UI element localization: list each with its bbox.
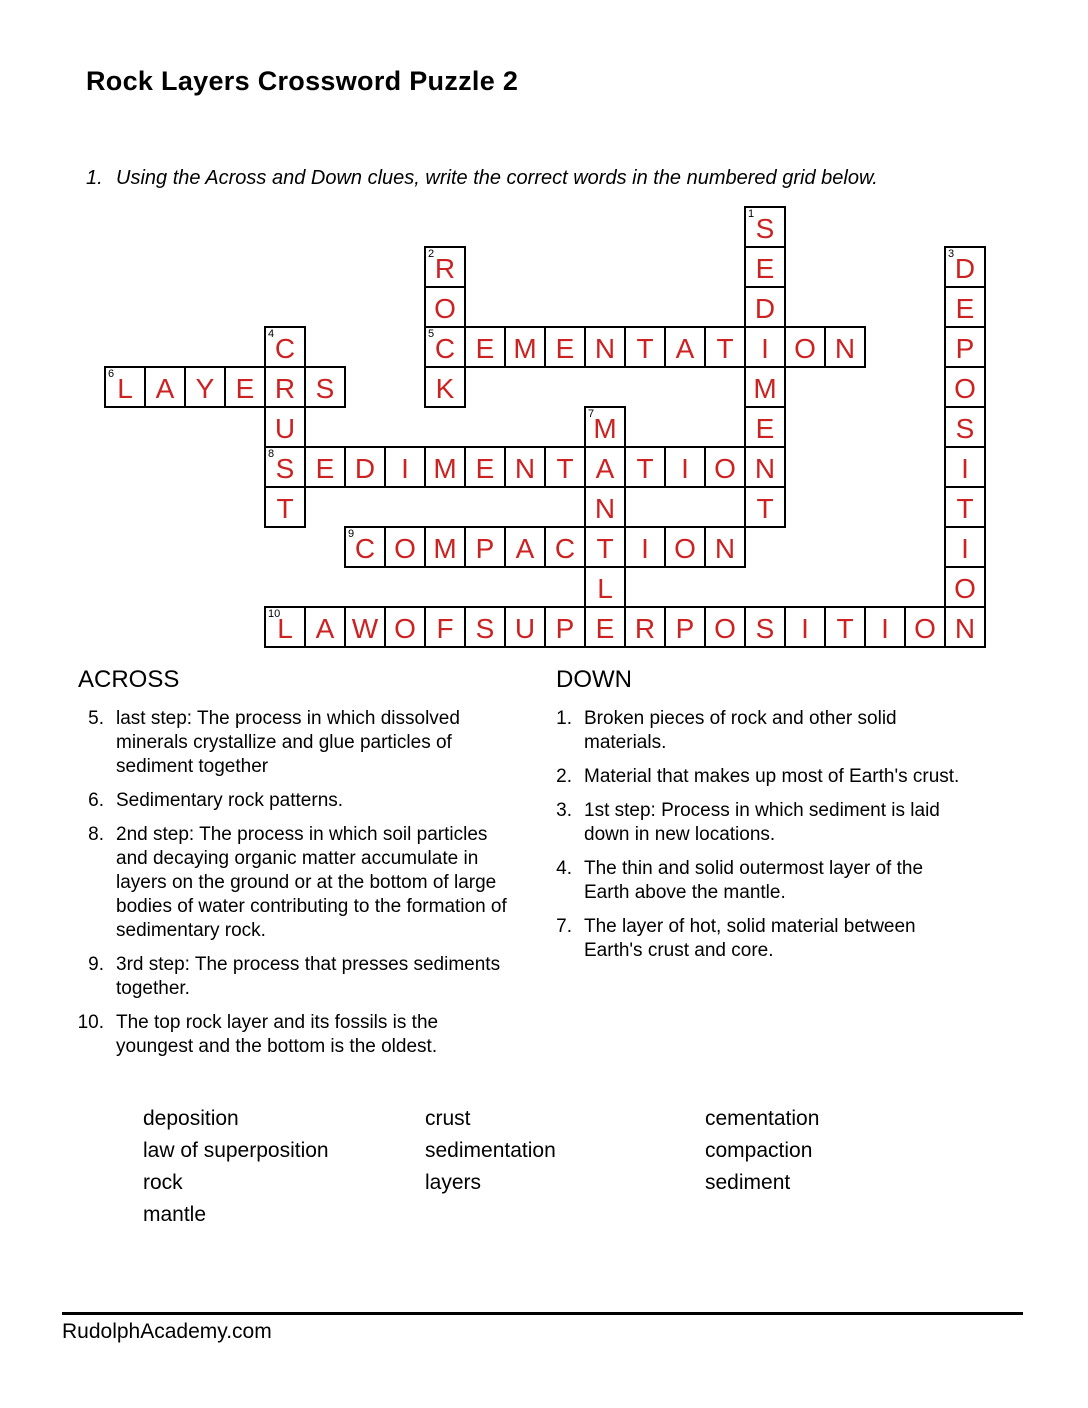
answer-letter: T: [756, 493, 774, 524]
answer-letter: A: [155, 373, 175, 404]
answer-letter: S: [755, 613, 775, 644]
answer-letter: T: [636, 453, 654, 484]
grid-cell: [624, 606, 666, 648]
grid-cell: [344, 606, 386, 648]
answer-letter: I: [401, 453, 409, 484]
grid-cell: [584, 526, 626, 568]
grid-cell: [504, 326, 546, 368]
answer-letter: N: [514, 453, 536, 484]
clue-number: 2.: [556, 766, 572, 787]
grid-cell: [424, 366, 466, 408]
grid-cell: [584, 606, 626, 648]
answer-letter: N: [594, 493, 616, 524]
grid-cell: [944, 566, 986, 608]
grid-cell: [744, 606, 786, 648]
word-bank-item: crust: [425, 1107, 471, 1130]
answer-letter: E: [235, 373, 255, 404]
down-section: [532, 666, 1012, 973]
answer-letter: S: [275, 453, 295, 484]
grid-cell: [664, 606, 706, 648]
grid-cell: [504, 526, 546, 568]
grid-cell: [264, 606, 306, 648]
grid-cell: [704, 326, 746, 368]
grid-cell: [384, 606, 426, 648]
across-clue: [64, 953, 516, 1001]
answer-letter: P: [955, 333, 975, 364]
grid-cell: [744, 406, 786, 448]
answer-letter: P: [555, 613, 575, 644]
clue-number: 1.: [556, 708, 572, 729]
grid-cell: [544, 606, 586, 648]
cell-clue-number: 6: [108, 368, 115, 380]
grid-cell: [464, 606, 506, 648]
cell-clue-number: 5: [428, 328, 435, 340]
clue-number: 3.: [556, 800, 572, 821]
answer-letter: T: [956, 493, 974, 524]
clue-text: Broken pieces of rock and other solid materials.: [584, 708, 897, 753]
clue-text: 1st step: Process in which sediment is laid down in new locations.: [584, 800, 940, 845]
across-clue: [64, 707, 516, 779]
answer-letter: L: [117, 373, 133, 404]
answer-letter: M: [433, 533, 457, 564]
grid-cell: [224, 366, 266, 408]
word-bank-item: sediment: [705, 1171, 791, 1194]
word-bank-item: sedimentation: [425, 1139, 556, 1162]
cell-clue-number: 10: [268, 608, 281, 620]
clue-number: 5.: [88, 708, 104, 729]
grid-cell: [744, 366, 786, 408]
answer-letter: T: [716, 333, 734, 364]
down-clues-list: [532, 707, 1012, 963]
answer-letter: D: [954, 253, 976, 284]
grid-cell: [464, 326, 506, 368]
answer-letter: O: [954, 373, 976, 404]
grid-cell: [544, 526, 586, 568]
answer-letter: A: [515, 533, 535, 564]
clue-number: 4.: [556, 858, 572, 879]
grid-cell: [864, 606, 906, 648]
clue-text: Sedimentary rock patterns.: [116, 790, 344, 811]
grid-cell: [344, 526, 386, 568]
answer-letter: O: [394, 533, 416, 564]
grid-cell: [944, 526, 986, 568]
down-heading: DOWN: [556, 666, 632, 693]
clue-number: 6.: [88, 790, 104, 811]
word-bank-item: deposition: [143, 1107, 239, 1130]
grid-cell: [504, 446, 546, 488]
crossword-grid: [104, 206, 986, 648]
word-bank-column: [705, 1103, 819, 1199]
answer-letter: A: [675, 333, 695, 364]
answer-letter: M: [433, 453, 457, 484]
grid-cell: [584, 326, 626, 368]
down-clue: [532, 707, 1012, 755]
clue-number: 10.: [77, 1012, 104, 1033]
answer-letter: T: [556, 453, 574, 484]
answer-letter: U: [514, 613, 536, 644]
answer-letter: T: [276, 493, 294, 524]
grid-cell: [944, 246, 986, 288]
word-bank-column: [143, 1103, 329, 1231]
grid-cell: [184, 366, 226, 408]
answer-letter: L: [597, 573, 613, 604]
answer-letter: P: [675, 613, 695, 644]
footer-site-name: RudolphAcademy.com: [62, 1320, 272, 1343]
across-clues-list: [64, 707, 516, 1059]
answer-letter: O: [914, 613, 936, 644]
answer-letter: I: [961, 453, 969, 484]
grid-cell: [704, 446, 746, 488]
answer-letter: I: [681, 453, 689, 484]
grid-cell: [384, 526, 426, 568]
answer-letter: A: [595, 453, 615, 484]
grid-cell: [424, 326, 466, 368]
answer-letter: R: [634, 613, 656, 644]
grid-cell: [944, 326, 986, 368]
grid-cell: [744, 486, 786, 528]
clue-number: 7.: [556, 916, 572, 937]
clue-text: The top rock layer and its fossils is the youngest and the bottom is the oldest.: [116, 1012, 439, 1057]
cell-clue-number: 8: [268, 448, 275, 460]
answer-letter: A: [315, 613, 335, 644]
word-bank-item: rock: [143, 1171, 183, 1194]
down-clue: [532, 915, 1012, 963]
grid-cell: [264, 366, 306, 408]
grid-cell: [744, 286, 786, 328]
grid-cell: [744, 326, 786, 368]
word-bank-item: mantle: [143, 1203, 207, 1226]
grid-cell: [544, 326, 586, 368]
grid-cell: [944, 486, 986, 528]
grid-cell: [304, 366, 346, 408]
answer-letter: I: [641, 533, 649, 564]
word-bank-item: compaction: [705, 1139, 813, 1162]
grid-cell: [424, 526, 466, 568]
clue-number: 8.: [88, 824, 104, 845]
answer-letter: M: [593, 413, 617, 444]
answer-letter: I: [761, 333, 769, 364]
grid-cell: [744, 446, 786, 488]
grid-cell: [744, 246, 786, 288]
cell-clue-number: 7: [588, 408, 595, 420]
grid-cell: [704, 606, 746, 648]
answer-letter: O: [714, 613, 736, 644]
grid-cell: [944, 286, 986, 328]
answer-letter: O: [434, 293, 456, 324]
clue-text: Material that makes up most of Earth's crust.: [584, 766, 960, 787]
grid-cell: [424, 606, 466, 648]
answer-letter: F: [436, 613, 454, 644]
answer-letter: S: [755, 213, 775, 244]
grid-cell: [304, 606, 346, 648]
page-title: Rock Layers Crossword Puzzle 2: [86, 66, 519, 96]
footer-divider: [62, 1312, 1023, 1315]
clue-text: last step: The process in which dissolved minerals crystallize and glue particles of sediment together: [116, 708, 460, 777]
answer-letter: E: [595, 613, 615, 644]
answer-letter: W: [351, 613, 379, 644]
instruction-number: 1.: [86, 167, 103, 189]
answer-letter: R: [274, 373, 296, 404]
answer-letter: E: [955, 293, 975, 324]
answer-letter: R: [434, 253, 456, 284]
answer-letter: N: [714, 533, 736, 564]
answer-letter: N: [594, 333, 616, 364]
answer-letter: O: [954, 573, 976, 604]
instruction-text: Using the Across and Down clues, write the correct words in the numbered grid below.: [116, 167, 878, 189]
word-bank-item: layers: [425, 1171, 482, 1194]
grid-cell: [784, 606, 826, 648]
grid-cell: [624, 446, 666, 488]
grid-cell: [944, 366, 986, 408]
answer-letter: O: [714, 453, 736, 484]
word-bank-item: law of superposition: [143, 1139, 329, 1162]
down-clue: [532, 765, 1012, 789]
answer-letter: C: [554, 533, 576, 564]
grid-cell: [424, 246, 466, 288]
instruction: [86, 166, 878, 191]
grid-cell: [584, 446, 626, 488]
answer-letter: O: [394, 613, 416, 644]
across-clue: [64, 789, 516, 813]
answer-letter: D: [754, 293, 776, 324]
answer-letter: C: [274, 333, 296, 364]
grid-cell: [944, 446, 986, 488]
grid-cell: [304, 446, 346, 488]
answer-letter: K: [435, 373, 455, 404]
grid-cell: [624, 326, 666, 368]
cell-clue-number: 9: [348, 528, 355, 540]
grid-cell: [624, 526, 666, 568]
answer-letter: E: [475, 333, 495, 364]
answer-letter: N: [754, 453, 776, 484]
answer-letter: C: [434, 333, 456, 364]
grid-cell: [144, 366, 186, 408]
answer-letter: O: [674, 533, 696, 564]
word-bank-column: [425, 1103, 556, 1199]
cell-clue-number: 1: [748, 208, 755, 220]
grid-cell: [464, 526, 506, 568]
answer-letter: T: [596, 533, 614, 564]
answer-letter: E: [475, 453, 495, 484]
clue-text: 3rd step: The process that presses sediments together.: [116, 954, 501, 999]
answer-letter: D: [354, 453, 376, 484]
answer-letter: T: [636, 333, 654, 364]
answer-letter: N: [834, 333, 856, 364]
grid-cell: [784, 326, 826, 368]
cell-clue-number: 2: [428, 248, 435, 260]
cell-clue-number: 4: [268, 328, 275, 340]
grid-cell: [664, 326, 706, 368]
clue-number: 9.: [88, 954, 104, 975]
down-clue: [532, 857, 1012, 905]
grid-cell: [824, 606, 866, 648]
across-section: [64, 666, 516, 1069]
across-heading: ACROSS: [78, 666, 180, 693]
grid-cell: [264, 486, 306, 528]
grid-cell: [944, 406, 986, 448]
answer-letter: S: [315, 373, 335, 404]
answer-letter: C: [354, 533, 376, 564]
answer-letter: O: [794, 333, 816, 364]
grid-cell: [384, 446, 426, 488]
answer-letter: E: [755, 413, 775, 444]
grid-cell: [584, 566, 626, 608]
clue-text: The thin and solid outermost layer of the Earth above the mantle.: [584, 858, 924, 903]
grid-cell: [424, 446, 466, 488]
grid-cell: [904, 606, 946, 648]
answer-letter: S: [955, 413, 975, 444]
down-clue: [532, 799, 1012, 847]
across-clue: [64, 1011, 516, 1059]
grid-cell: [424, 286, 466, 328]
answer-letter: I: [881, 613, 889, 644]
grid-cell: [264, 326, 306, 368]
answer-letter: M: [513, 333, 537, 364]
grid-cell: [824, 326, 866, 368]
answer-letter: I: [961, 533, 969, 564]
grid-cell: [504, 606, 546, 648]
grid-cell: [464, 446, 506, 488]
grid-cell: [264, 406, 306, 448]
grid-cell: [944, 606, 986, 648]
answer-letter: E: [315, 453, 335, 484]
grid-cell: [544, 446, 586, 488]
grid-cell: [344, 446, 386, 488]
cell-clue-number: 3: [948, 248, 955, 260]
answer-letter: T: [836, 613, 854, 644]
grid-cell: [264, 446, 306, 488]
answer-letter: Y: [195, 373, 215, 404]
grid-cell: [744, 206, 786, 248]
answer-letter: P: [475, 533, 495, 564]
grid-cell: [584, 486, 626, 528]
across-clue: [64, 823, 516, 943]
answer-letter: L: [277, 613, 293, 644]
answer-letter: S: [475, 613, 495, 644]
answer-letter: I: [801, 613, 809, 644]
clue-text: 2nd step: The process in which soil particles and decaying organic matter accumulate in layers on the ground or at the bottom of large bodies of water contributing to the formation of sedimentary rock.: [116, 824, 507, 941]
grid-cell: [584, 406, 626, 448]
answer-letter: E: [755, 253, 775, 284]
answer-letter: E: [555, 333, 575, 364]
answer-letter: N: [954, 613, 976, 644]
grid-cell: [664, 446, 706, 488]
grid-cell: [704, 526, 746, 568]
clue-text: The layer of hot, solid material between Earth's crust and core.: [584, 916, 916, 961]
word-bank-item: cementation: [705, 1107, 820, 1130]
grid-cell: [104, 366, 146, 408]
answer-letter: U: [274, 413, 296, 444]
answer-letter: M: [753, 373, 777, 404]
grid-cell: [664, 526, 706, 568]
